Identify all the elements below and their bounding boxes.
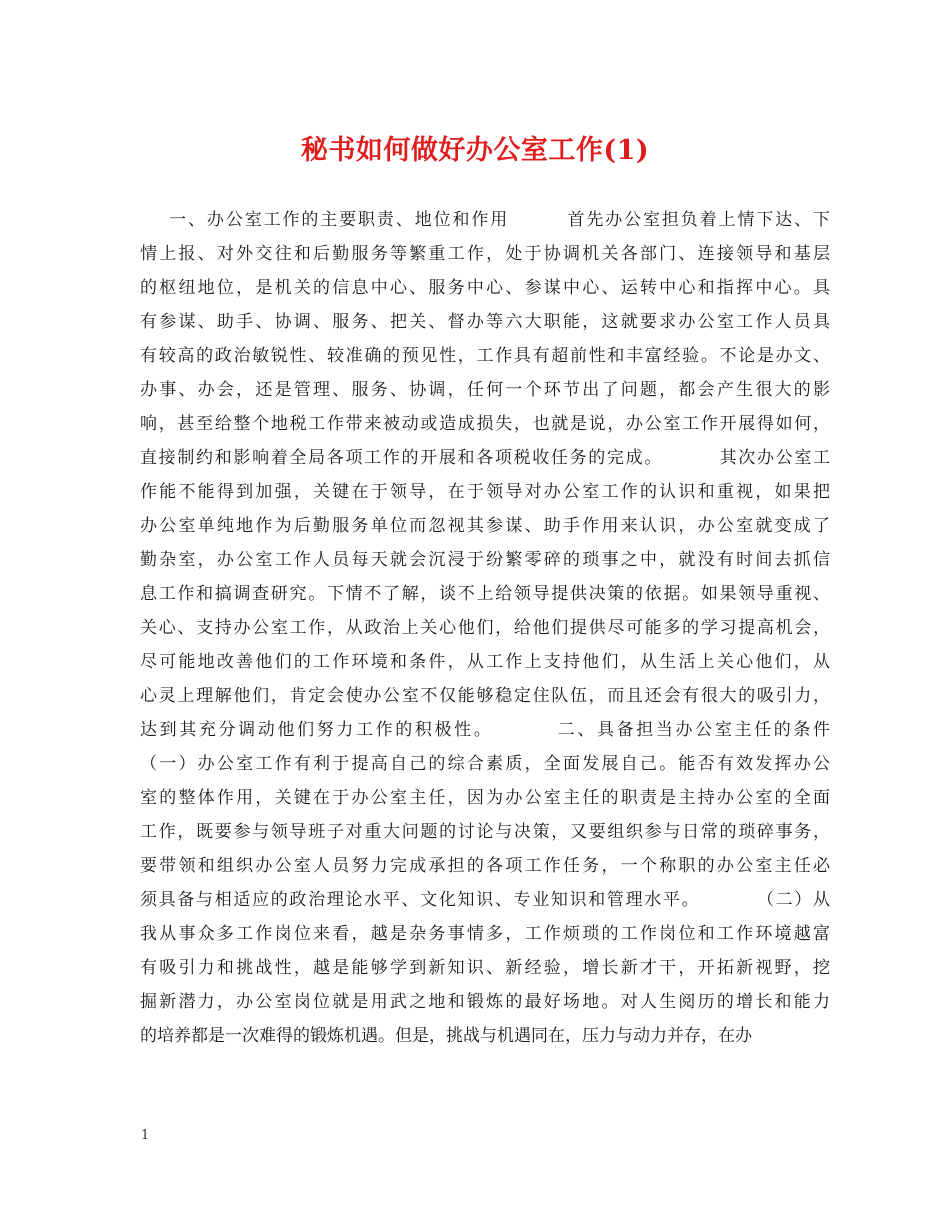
- body-line: 一、办公室工作的主要职责、地位和作用 首先办公室担负着上情下达、下: [140, 210, 830, 230]
- body-line: 情上报、对外交往和后勤服务等繁重工作，处于协调机关各部门、连接领导和基层: [140, 244, 830, 264]
- body-line: 作能不能得到加强，关键在于领导，在于领导对办公室工作的认识和重视，如果把: [140, 482, 830, 502]
- body-line: 达到其充分调动他们努力工作的积极性。 二、具备担当办公室主任的条件: [140, 720, 830, 740]
- body-line: 直接制约和影响着全局各项工作的开展和各项税收任务的完成。 其次办公室工: [140, 448, 830, 468]
- body-line: 关心、支持办公室工作，从政治上关心他们，给他们提供尽可能多的学习提高机会，: [140, 618, 830, 638]
- body-line: 我从事众多工作岗位来看，越是杂务事情多，工作烦琐的工作岗位和工作环境越富: [140, 924, 830, 944]
- body-line: 的枢纽地位，是机关的信息中心、服务中心、参谋中心、运转中心和指挥中心。具: [140, 278, 830, 298]
- body-line: 工作，既要参与领导班子对重大问题的讨论与决策，又要组织参与日常的琐碎事务，: [140, 822, 830, 842]
- body-line: 须具备与相适应的政治理论水平、文化知识、专业知识和管理水平。 （二）从: [140, 890, 830, 910]
- body-line: （一）办公室工作有利于提高自己的综合素质，全面发展自己。能否有效发挥办公: [140, 754, 830, 774]
- body-line: 有较高的政治敏锐性、较准确的预见性，工作具有超前性和丰富经验。不论是办文、: [140, 346, 830, 366]
- body-line: 要带领和组织办公室人员努力完成承担的各项工作任务，一个称职的办公室主任必: [140, 856, 830, 876]
- page-number: 1: [141, 1128, 150, 1143]
- document-title: 秘书如何做好办公室工作(1): [300, 135, 650, 166]
- document-body: [140, 203, 830, 1053]
- body-line: 有吸引力和挑战性，越是能够学到新知识、新经验，增长新才干，开拓新视野，挖: [140, 958, 830, 978]
- body-line: 心灵上理解他们，肯定会使办公室不仅能够稳定住队伍，而且还会有很大的吸引力，: [140, 686, 830, 706]
- body-line: 室的整体作用，关键在于办公室主任，因为办公室主任的职责是主持办公室的全面: [140, 788, 830, 808]
- body-line: 办公室单纯地作为后勤服务单位而忽视其参谋、助手作用来认识，办公室就变成了: [140, 516, 830, 536]
- body-line: 有参谋、助手、协调、服务、把关、督办等六大职能，这就要求办公室工作人员具: [140, 312, 830, 332]
- body-line: 办事、办会，还是管理、服务、协调，任何一个环节出了问题，都会产生很大的影: [140, 380, 830, 400]
- body-line: 的培养都是一次难得的锻炼机遇。但是，挑战与机遇同在，压力与动力并存，在办: [140, 1026, 752, 1046]
- body-line: 响，甚至给整个地税工作带来被动或造成损失，也就是说，办公室工作开展得如何，: [140, 414, 830, 434]
- body-line: 掘新潜力，办公室岗位就是用武之地和锻炼的最好场地。对人生阅历的增长和能力: [140, 992, 830, 1012]
- body-line: 息工作和搞调查研究。下情不了解，谈不上给领导提供决策的依据。如果领导重视、: [140, 584, 830, 604]
- body-line: 尽可能地改善他们的工作环境和条件，从工作上支持他们，从生活上关心他们，从: [140, 652, 830, 672]
- body-line: 勤杂室，办公室工作人员每天就会沉浸于纷繁零碎的琐事之中，就没有时间去抓信: [140, 550, 830, 570]
